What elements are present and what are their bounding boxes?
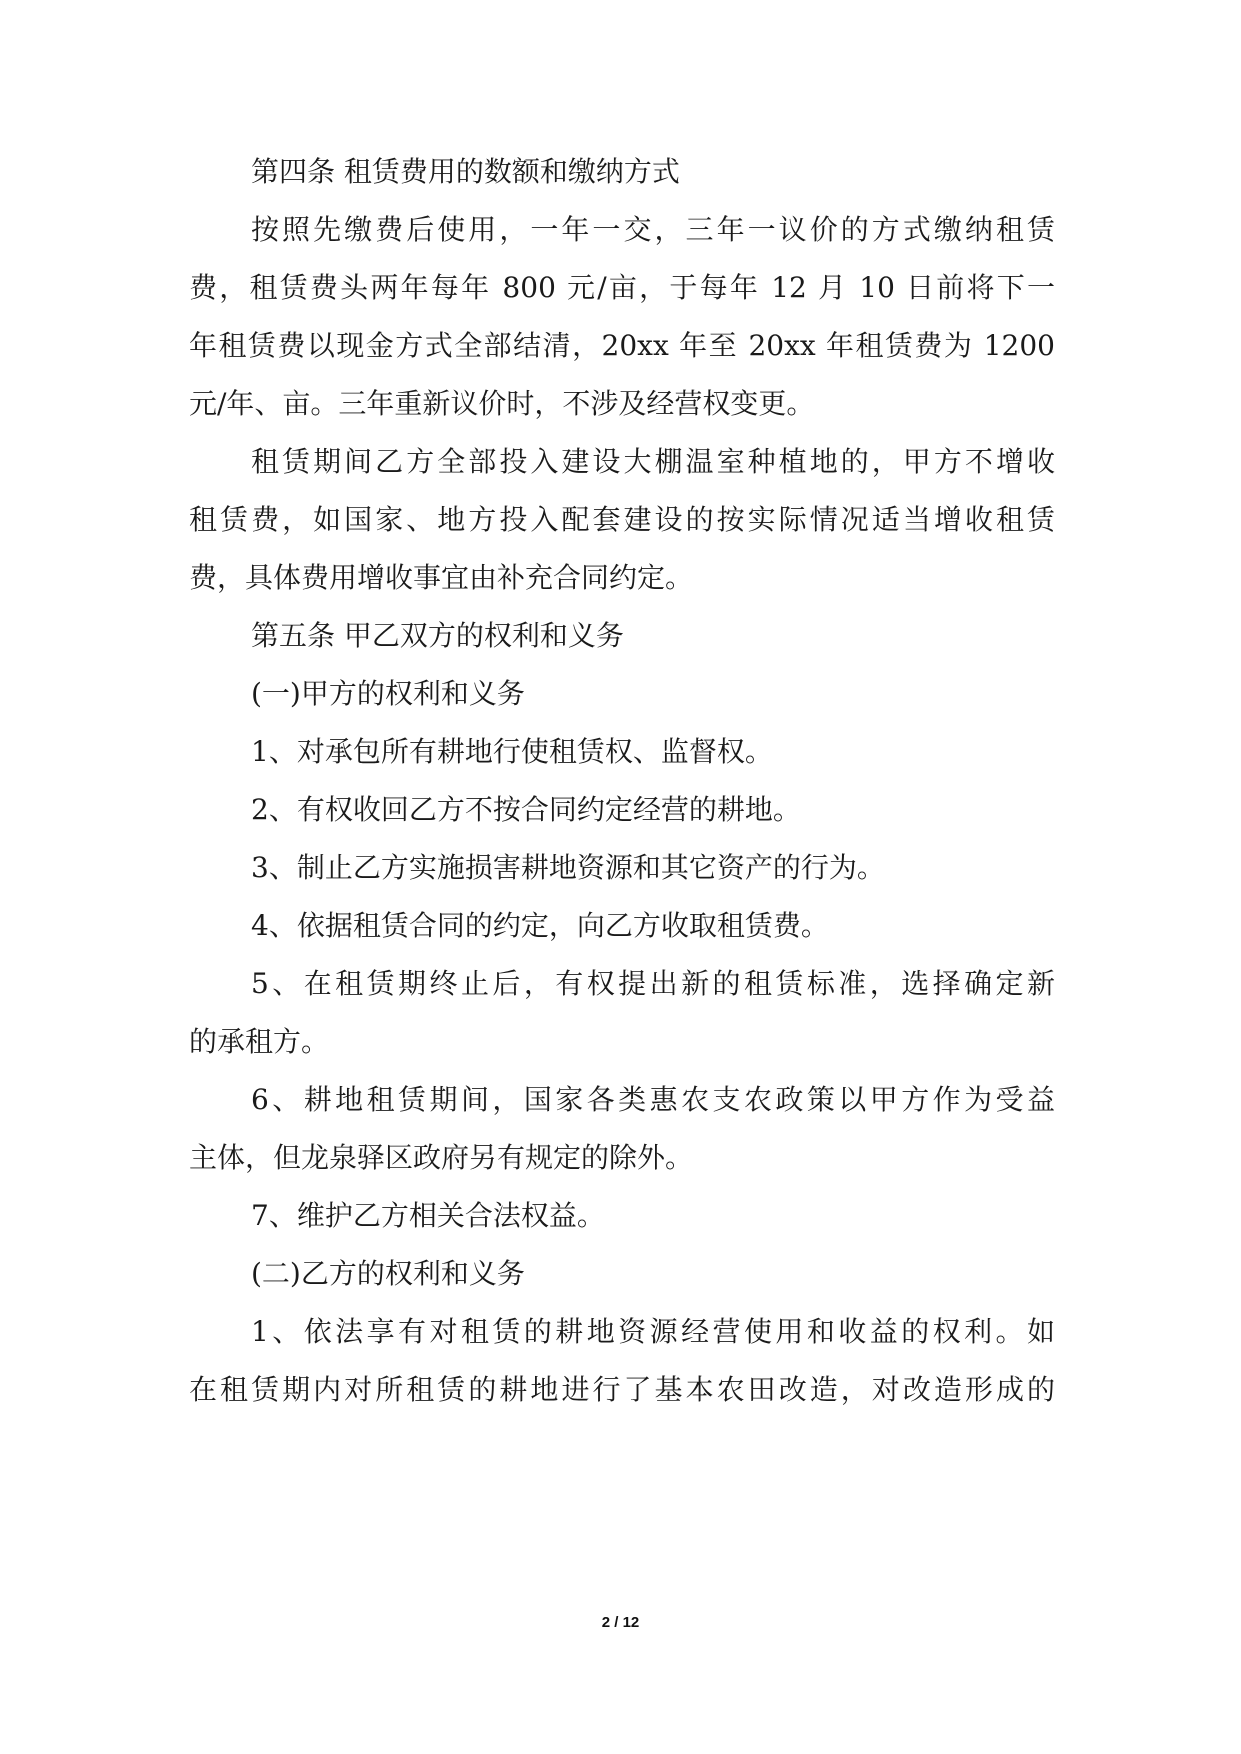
list-item: 4、依据租赁合同的约定，向乙方收取租赁费。	[251, 909, 829, 942]
paragraph-line: 租赁费，如国家、地方投入配套建设的按实际情况适当增收租赁	[189, 503, 1055, 536]
subsection-heading: (二)乙方的权利和义务	[251, 1257, 525, 1290]
paragraph-line: 按照先缴费后使用，一年一交，三年一议价的方式缴纳租赁	[251, 213, 1055, 246]
list-item: 1、依法享有对租赁的耕地资源经营使用和收益的权利。如	[251, 1315, 1055, 1348]
paragraph-line: 年租赁费以现金方式全部结清，20xx 年至 20xx 年租赁费为 1200	[189, 329, 1055, 362]
list-item-continuation: 主体，但龙泉驿区政府另有规定的除外。	[189, 1141, 694, 1174]
page-number: 2 / 12	[601, 1614, 640, 1631]
section-heading: 第四条 租赁费用的数额和缴纳方式	[251, 155, 680, 188]
subsection-heading: (一)甲方的权利和义务	[251, 677, 525, 710]
paragraph-line: 费，租赁费头两年每年 800 元/亩，于每年 12 月 10 日前将下一	[189, 271, 1055, 304]
paragraph-line: 租赁期间乙方全部投入建设大棚温室种植地的，甲方不增收	[251, 445, 1055, 478]
paragraph-line: 元/年、亩。三年重新议价时，不涉及经营权变更。	[189, 387, 815, 420]
section-heading: 第五条 甲乙双方的权利和义务	[251, 619, 624, 652]
list-item-continuation: 的承租方。	[189, 1025, 330, 1058]
list-item: 3、制止乙方实施损害耕地资源和其它资产的行为。	[251, 851, 885, 884]
list-item: 6、耕地租赁期间，国家各类惠农支农政策以甲方作为受益	[251, 1083, 1055, 1116]
paragraph-line: 费，具体费用增收事宜由补充合同约定。	[189, 561, 694, 594]
list-item: 7、维护乙方相关合法权益。	[251, 1199, 605, 1232]
list-item: 1、对承包所有耕地行使租赁权、监督权。	[251, 735, 773, 768]
list-item: 2、有权收回乙方不按合同约定经营的耕地。	[251, 793, 801, 826]
list-item: 5、在租赁期终止后，有权提出新的租赁标准，选择确定新	[251, 967, 1055, 1000]
list-item-continuation: 在租赁期内对所租赁的耕地进行了基本农田改造，对改造形成的	[189, 1373, 1055, 1406]
